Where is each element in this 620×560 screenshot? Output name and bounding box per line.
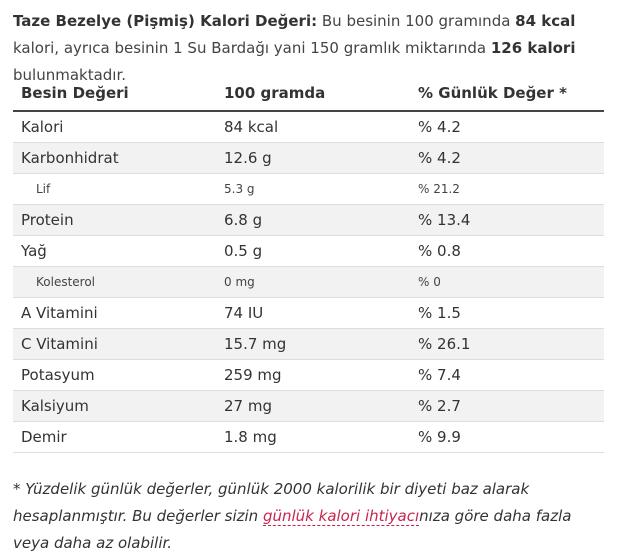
table-row (13, 267, 604, 298)
header-per-100g: 100 gramda (216, 76, 410, 111)
nutrition-table-body (13, 111, 604, 453)
nutrition-table-header (13, 76, 604, 111)
row-amount: 84 kcal (216, 111, 410, 143)
row-nutrient-name: Kalsiyum (13, 391, 216, 422)
row-amount: 15.7 mg (216, 329, 410, 360)
row-daily-value: % 9.9 (410, 422, 604, 453)
table-row (13, 360, 604, 391)
table-row (13, 143, 604, 174)
table-row (13, 174, 604, 205)
row-amount: 1.8 mg (216, 422, 410, 453)
intro-text-3: bulunmaktadır. (13, 66, 127, 84)
intro-text-2: kalori, ayrıca besinin 1 Su Bardağı yani 150 gramlık miktarında (13, 39, 491, 57)
row-amount: 5.3 g (216, 174, 410, 205)
table-row (13, 329, 604, 360)
footnote (13, 476, 603, 557)
row-nutrient-name: A Vitamini (13, 298, 216, 329)
intro-serving-kcal: 126 kalori (490, 39, 576, 57)
table-row (13, 391, 604, 422)
row-amount: 259 mg (216, 360, 410, 391)
row-nutrient-name: Lif (13, 174, 216, 205)
intro-text-1: Bu besinin 100 gramında (317, 12, 516, 30)
table-row (13, 236, 604, 267)
daily-calorie-need-link[interactable]: günlük kalori ihtiyacı (262, 507, 420, 525)
row-daily-value: % 2.7 (410, 391, 604, 422)
header-daily-value: % Günlük Değer * (410, 76, 604, 111)
table-row (13, 422, 604, 453)
row-nutrient-name: Kalori (13, 111, 216, 143)
table-row (13, 111, 604, 143)
header-nutrient: Besin Değeri (13, 76, 216, 111)
nutrition-table (13, 76, 604, 453)
row-nutrient-name: Kolesterol (13, 267, 216, 298)
intro-title: Taze Bezelye (Pişmiş) Kalori Değeri: (13, 12, 318, 30)
footnote-text-1: * Yüzdelik günlük değerler, günlük 2000 kalorilik bir diyeti baz alarak hesaplanmıştır. Bu değerler sizin (13, 480, 530, 525)
row-daily-value: % 13.4 (410, 205, 604, 236)
row-amount: 12.6 g (216, 143, 410, 174)
row-nutrient-name: Potasyum (13, 360, 216, 391)
row-nutrient-name: Demir (13, 422, 216, 453)
intro-kcal: 84 kcal (515, 12, 576, 30)
row-daily-value: % 26.1 (410, 329, 604, 360)
row-daily-value: % 4.2 (410, 111, 604, 143)
row-amount: 27 mg (216, 391, 410, 422)
row-nutrient-name: Yağ (13, 236, 216, 267)
table-row (13, 205, 604, 236)
row-daily-value: % 7.4 (410, 360, 604, 391)
row-amount: 0 mg (216, 267, 410, 298)
row-daily-value: % 1.5 (410, 298, 604, 329)
footnote-text-2: nıza göre daha fazla veya daha az olabilir. (13, 507, 572, 552)
row-amount: 0.5 g (216, 236, 410, 267)
row-nutrient-name: C Vitamini (13, 329, 216, 360)
row-daily-value: % 0 (410, 267, 604, 298)
row-daily-value: % 21.2 (410, 174, 604, 205)
table-row (13, 298, 604, 329)
row-amount: 74 IU (216, 298, 410, 329)
row-nutrient-name: Karbonhidrat (13, 143, 216, 174)
row-daily-value: % 0.8 (410, 236, 604, 267)
row-amount: 6.8 g (216, 205, 410, 236)
row-nutrient-name: Protein (13, 205, 216, 236)
header-row (13, 76, 604, 111)
row-daily-value: % 4.2 (410, 143, 604, 174)
